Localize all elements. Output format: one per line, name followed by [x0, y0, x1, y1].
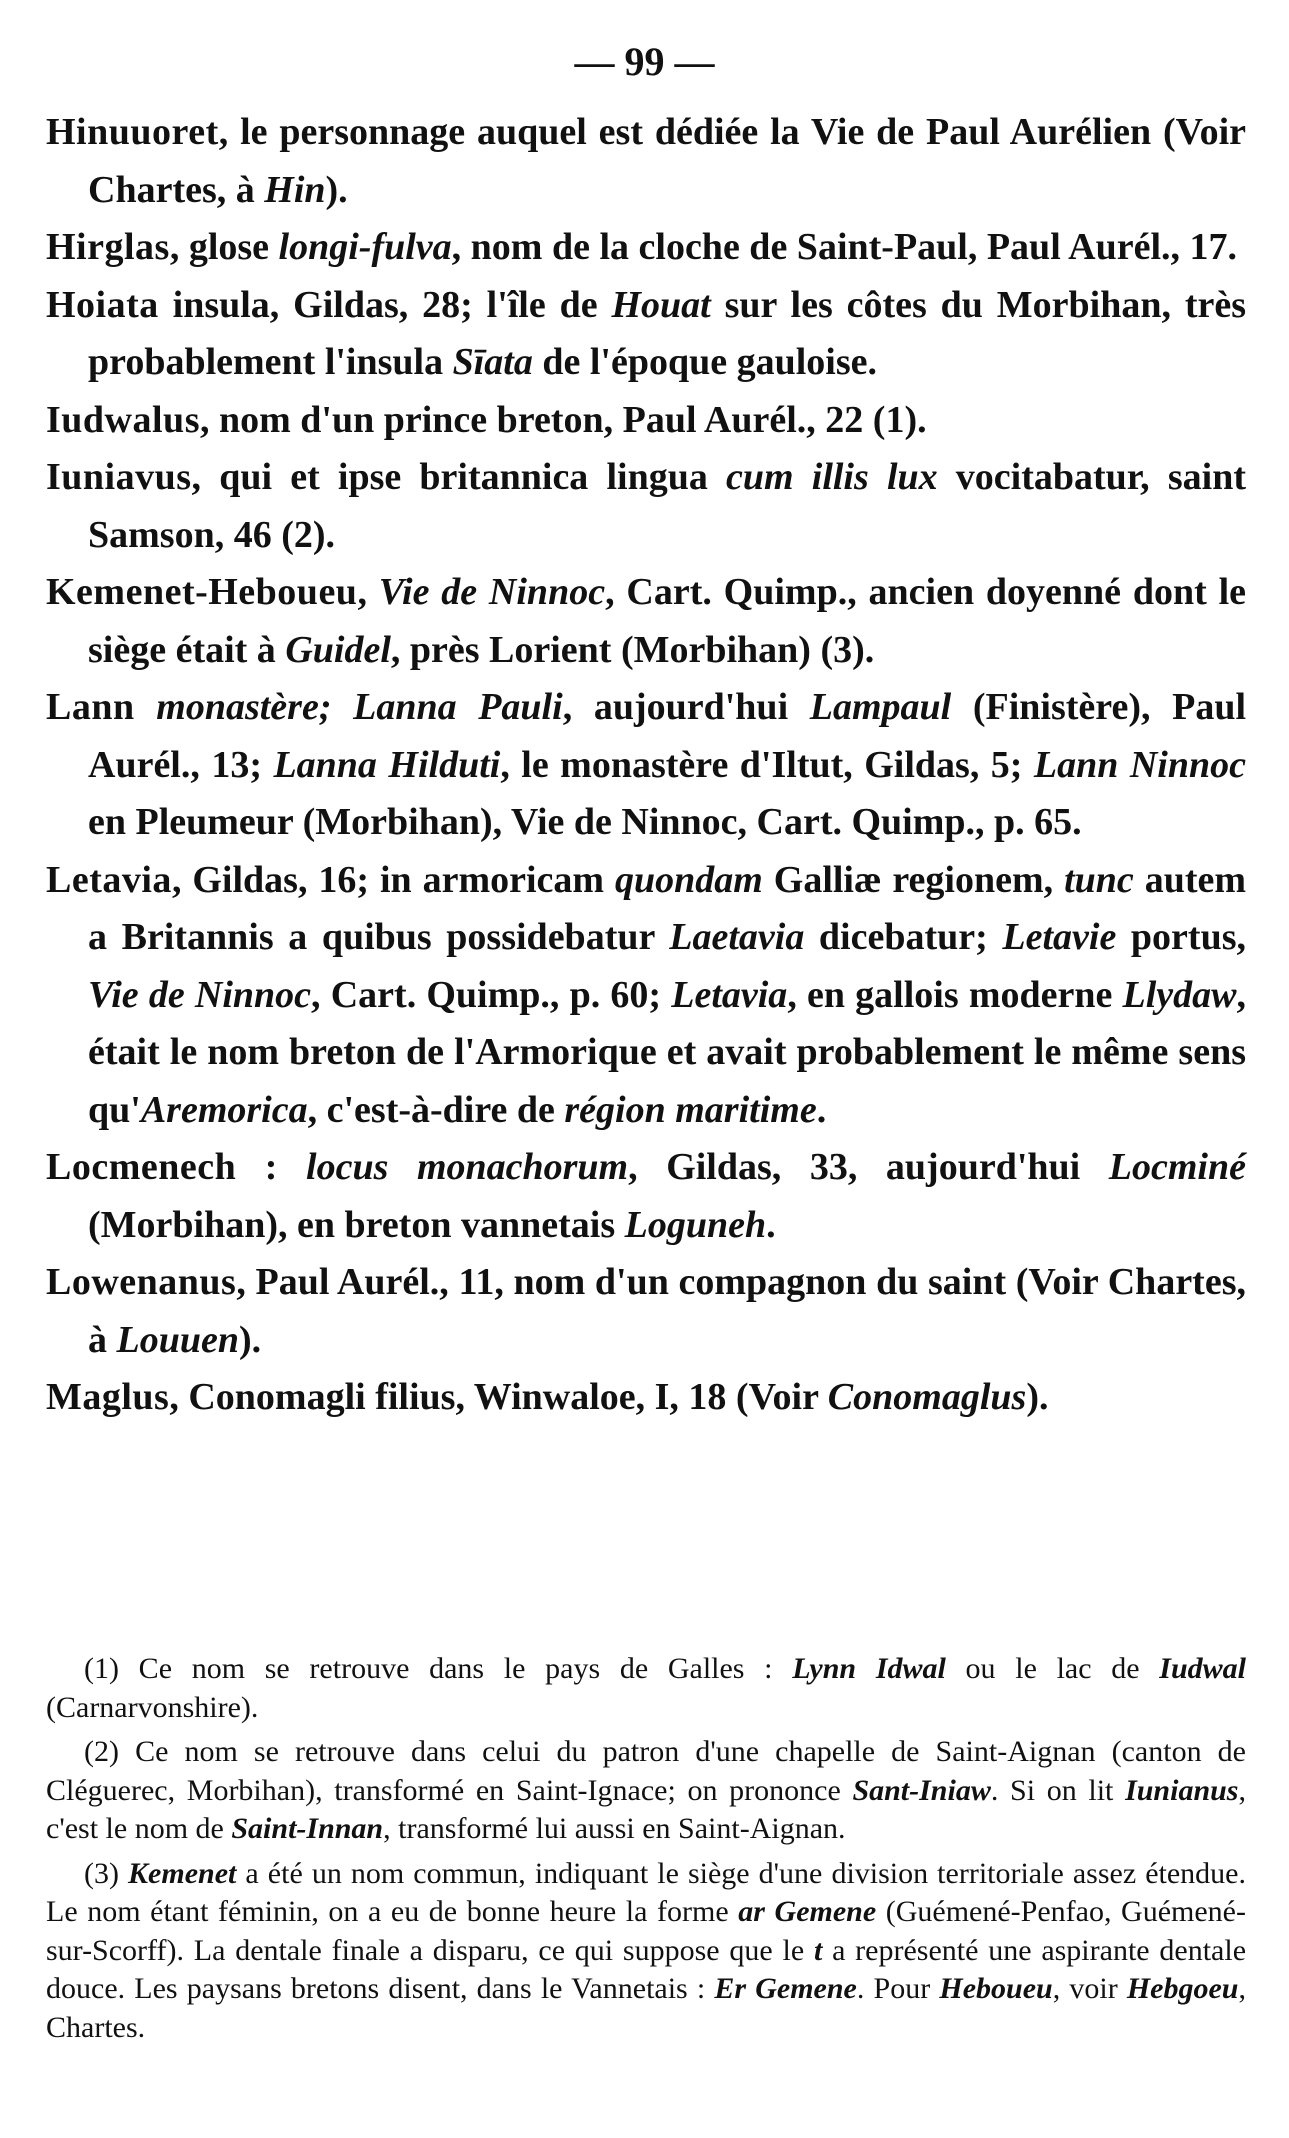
text-run: .	[766, 1203, 776, 1246]
text-run: vocitabatur, saint Samson, 46 (2).	[88, 456, 1246, 556]
glossary-entries	[46, 104, 1246, 1427]
entry-headword: Iuniavus	[46, 456, 192, 498]
text-run: , le personnage auquel est dédiée la Vie de Paul Aurélien (Voir Chartes, à	[88, 111, 1246, 211]
italic-term: Iudwal	[1159, 1652, 1247, 1685]
page-number: — 99 —	[574, 39, 715, 84]
text-run: , Chartes.	[46, 1972, 1246, 2044]
text-run: (1) Ce nom se retrouve dans le pays de Galles :	[84, 1652, 793, 1685]
text-run: , Paul Aurél., 11, nom d'un compagnon du saint (Voir Chartes, à	[88, 1261, 1246, 1361]
text-run: autem a Britannis a quibus possidebatur	[88, 858, 1247, 958]
text-run: (Guémené-Penfao, Guémené-sur-Scorff). La dentale finale a disparu, ce qui suppose que le	[46, 1895, 1246, 1967]
italic-term: Conomaglus	[827, 1376, 1027, 1418]
glossary-entry	[46, 679, 1246, 852]
italic-term: Sīata	[452, 341, 533, 383]
glossary-entry	[46, 852, 1246, 1140]
text-run: ).	[1026, 1376, 1049, 1418]
entry-headword: Lowenanus	[46, 1261, 237, 1303]
italic-term: Vie de Ninnoc	[378, 571, 606, 613]
italic-term: Llydaw	[1122, 973, 1237, 1016]
italic-term: Loguneh	[624, 1203, 767, 1246]
footnote	[46, 1855, 1246, 2048]
italic-term: Er Gemene	[714, 1972, 857, 2005]
entry-headword: Locmenech	[46, 1146, 237, 1188]
text-run	[135, 686, 157, 728]
italic-term: Houat	[611, 283, 711, 326]
italic-term: Louuen	[116, 1318, 239, 1361]
text-run: :	[236, 1146, 307, 1188]
glossary-entry	[46, 1369, 1246, 1427]
italic-term: région maritime	[564, 1088, 817, 1131]
text-run: , près Lorient (Morbihan) (3).	[390, 628, 875, 671]
text-run: , c'est-à-dire de	[307, 1088, 565, 1131]
italic-term: Laetavia	[669, 916, 805, 958]
text-run: . Pour	[856, 1972, 940, 2005]
glossary-entry	[46, 449, 1246, 564]
footnotes	[46, 1650, 1246, 2053]
text-run: ,	[357, 571, 379, 613]
italic-term: locus monachorum	[306, 1146, 629, 1188]
text-run: , glose	[169, 226, 279, 268]
footnote	[46, 1733, 1246, 1849]
entry-headword: Hoiata	[46, 283, 159, 326]
entry-headword: Hirglas	[46, 226, 170, 268]
italic-term: Kemenet	[128, 1856, 237, 1890]
text-run: (Morbihan), en breton vannetais	[88, 1203, 625, 1246]
text-run: , le monastère d'Iltut, Gildas, 5;	[500, 743, 1034, 786]
italic-term: Sant-Iniaw	[852, 1773, 991, 1807]
glossary-entry	[46, 219, 1246, 277]
entry-headword: Kemenet-Heboueu	[46, 571, 358, 613]
text-run: , nom d'un prince breton, Paul Aurél., 22 (1).	[199, 398, 927, 441]
italic-term: Heboueu	[939, 1972, 1053, 2005]
text-run: (2) Ce nom se retrouve dans celui du patron d'une chapelle de Saint-Aignan (canton de Cléguerec, Morbihan), transformé en Saint-Ignace; on prononce	[46, 1735, 1246, 1807]
entry-headword: Letavia	[46, 858, 172, 901]
glossary-entry	[46, 1254, 1246, 1369]
italic-term: ar Gemene	[738, 1895, 877, 1928]
italic-term: Lynn Idwal	[792, 1652, 946, 1685]
italic-term: Letavie	[1002, 916, 1117, 958]
italic-term: Hebgoeu	[1126, 1972, 1239, 2005]
text-run: .	[816, 1088, 827, 1131]
italic-term: Vie de Ninnoc	[88, 973, 312, 1016]
italic-term: cum illis lux	[726, 456, 938, 498]
text-run: insula, Gildas, 28; l'île de	[158, 283, 612, 326]
text-run: , transformé lui aussi en Saint-Aignan.	[383, 1812, 846, 1845]
entry-headword: Iudwalus	[46, 398, 200, 441]
text-run: dicebatur;	[804, 916, 1003, 958]
entry-headword: Lann	[46, 686, 135, 728]
italic-term: Saint-Innan	[231, 1812, 384, 1845]
footnote	[46, 1650, 1246, 1727]
glossary-entry	[46, 564, 1246, 679]
text-run: , Cart. Quimp., ancien doyenné dont le siège était à	[88, 571, 1246, 671]
text-run: ).	[325, 168, 348, 211]
text-run: Galliæ regionem,	[762, 858, 1065, 901]
italic-term: longi-fulva	[278, 226, 452, 268]
text-run: , voir	[1052, 1972, 1127, 2005]
text-run: ).	[238, 1318, 262, 1361]
text-run: , était le nom breton de l'Armorique et avait probablement le même sens qu'	[88, 973, 1246, 1131]
text-run: de l'époque gauloise.	[532, 341, 878, 383]
entry-headword: Maglus	[46, 1376, 170, 1418]
text-run: en Pleumeur (Morbihan), Vie de Ninnoc, Cart. Quimp., p. 65.	[88, 801, 1082, 843]
glossary-entry	[46, 104, 1246, 219]
glossary-entry	[46, 392, 1246, 450]
text-run: , aujourd'hui	[562, 686, 810, 728]
text-run: a représenté une aspirante dentale douce. Les paysans bretons disent, dans le Vannetais :	[46, 1933, 1247, 2005]
entry-headword: Hinuuoret	[46, 111, 219, 153]
text-run: , Conomagli filius, Winwaloe, I, 18 (Voir	[169, 1376, 828, 1418]
text-run: , en gallois moderne	[787, 973, 1123, 1016]
text-run: , Cart. Quimp., p. 60;	[311, 973, 672, 1016]
text-run: (Carnarvonshire).	[46, 1690, 259, 1724]
italic-term: monastère; Lanna Pauli	[156, 686, 563, 728]
italic-term: Aremorica	[140, 1088, 308, 1131]
text-run: portus,	[1116, 916, 1246, 958]
glossary-entry	[46, 277, 1246, 392]
text-run: , Gildas, 33, aujourd'hui	[628, 1146, 1109, 1188]
text-run: , nom de la cloche de Saint-Paul, Paul Aurél., 17.	[451, 226, 1238, 268]
italic-term: Lanna Hilduti	[273, 743, 501, 786]
italic-term: quondam	[615, 858, 763, 901]
italic-term: Hin	[264, 168, 326, 211]
text-run: a été un nom commun, indiquant le siège d'une division territoriale assez étendue. Le nom étant féminin, on a eu de bonne heure la forme	[46, 1856, 1246, 1928]
italic-term: Iunianus	[1125, 1773, 1239, 1807]
glossary-entry	[46, 1139, 1246, 1254]
italic-term: Locminé	[1108, 1146, 1246, 1188]
text-run: (3)	[84, 1856, 129, 1890]
text-run: . Si on lit	[990, 1773, 1126, 1807]
italic-term: Letavia	[671, 973, 788, 1016]
text-run: , c'est le nom de	[46, 1773, 1246, 1845]
italic-term: Lann Ninnoc	[1033, 743, 1246, 786]
italic-term: t	[813, 1933, 823, 1967]
italic-term: Guidel	[285, 628, 391, 671]
text-run: (Finistère), Paul Aurél., 13;	[88, 686, 1247, 786]
italic-term: tunc	[1064, 858, 1134, 901]
text-run: , Gildas, 16; in armoricam	[171, 858, 615, 901]
text-run: ou le lac de	[945, 1652, 1160, 1685]
italic-term: Lampaul	[809, 686, 952, 728]
text-run: , qui et ipse britannica lingua	[191, 456, 727, 498]
text-run: sur les côtes du Morbihan, très probablement l'insula	[88, 283, 1246, 383]
